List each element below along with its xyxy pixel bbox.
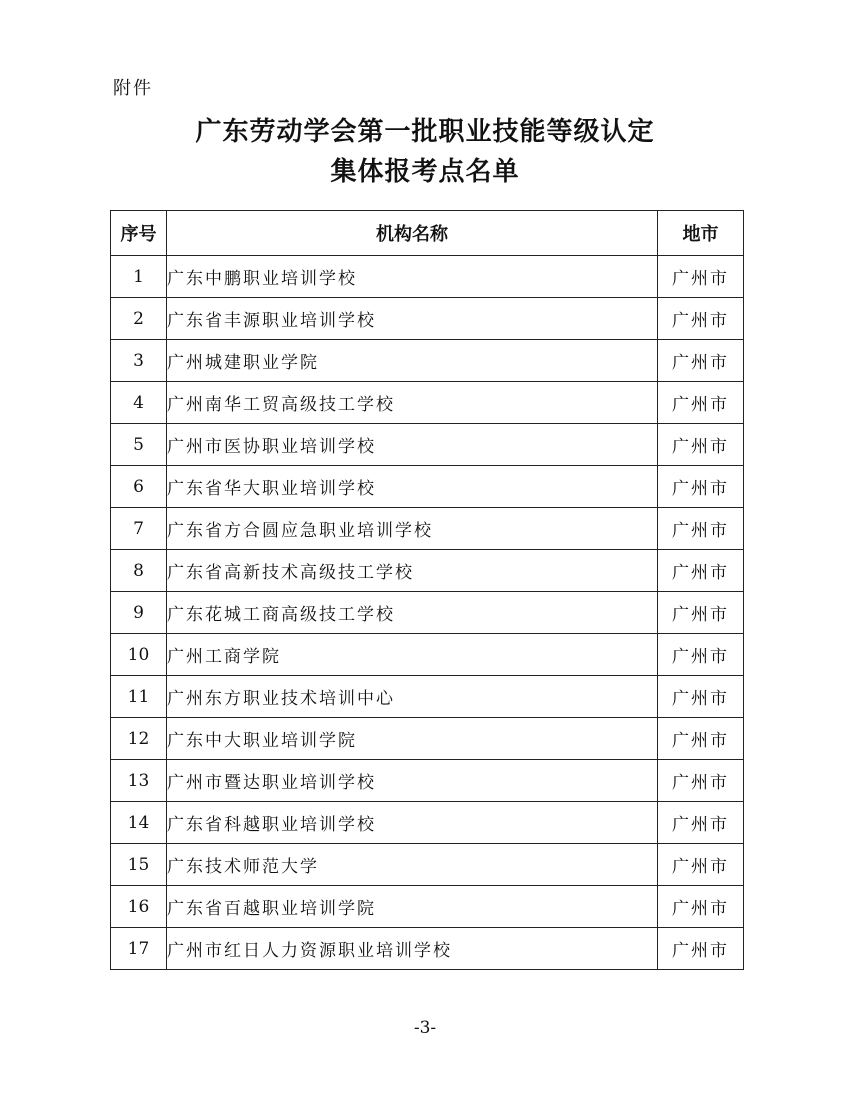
header-index: 序号	[111, 211, 167, 256]
row-institution-name: 广东中大职业培训学院	[167, 718, 658, 760]
table-row	[111, 256, 744, 298]
row-city: 广州市	[658, 634, 744, 676]
table-row	[111, 928, 744, 970]
table-row	[111, 424, 744, 466]
row-institution-name: 广东省方合圆应急职业培训学校	[167, 508, 658, 550]
row-city: 广州市	[658, 802, 744, 844]
row-institution-name: 广州市红日人力资源职业培训学校	[167, 928, 658, 970]
row-city: 广州市	[658, 424, 744, 466]
row-index: 14	[111, 802, 167, 844]
table-row	[111, 718, 744, 760]
row-index: 1	[111, 256, 167, 298]
row-institution-name: 广州市暨达职业培训学校	[167, 760, 658, 802]
table-row	[111, 382, 744, 424]
table-row	[111, 634, 744, 676]
row-index: 3	[111, 340, 167, 382]
table-row	[111, 676, 744, 718]
row-index: 13	[111, 760, 167, 802]
row-index: 9	[111, 592, 167, 634]
row-city: 广州市	[658, 718, 744, 760]
row-institution-name: 广东省华大职业培训学校	[167, 466, 658, 508]
table-row	[111, 550, 744, 592]
row-institution-name: 广州东方职业技术培训中心	[167, 676, 658, 718]
row-city: 广州市	[658, 760, 744, 802]
row-institution-name: 广东省百越职业培训学院	[167, 886, 658, 928]
row-city: 广州市	[658, 592, 744, 634]
table-row	[111, 592, 744, 634]
row-city: 广州市	[658, 340, 744, 382]
table-row	[111, 340, 744, 382]
row-index: 12	[111, 718, 167, 760]
row-city: 广州市	[658, 508, 744, 550]
table-row	[111, 508, 744, 550]
page-title: 广东劳动学会第一批职业技能等级认定	[195, 117, 655, 147]
row-index: 16	[111, 886, 167, 928]
table-row	[111, 844, 744, 886]
row-institution-name: 广东花城工商高级技工学校	[167, 592, 658, 634]
row-institution-name: 广州工商学院	[167, 634, 658, 676]
row-institution-name: 广州市医协职业培训学校	[167, 424, 658, 466]
row-institution-name: 广州城建职业学院	[167, 340, 658, 382]
row-index: 6	[111, 466, 167, 508]
row-city: 广州市	[658, 382, 744, 424]
attachment-label: 附件	[113, 78, 153, 99]
table-header-row	[111, 211, 744, 256]
row-index: 8	[111, 550, 167, 592]
page-subtitle: 集体报考点名单	[330, 157, 520, 187]
row-index: 17	[111, 928, 167, 970]
row-institution-name: 广东中鹏职业培训学校	[167, 256, 658, 298]
row-city: 广州市	[658, 844, 744, 886]
row-index: 2	[111, 298, 167, 340]
row-institution-name: 广东省丰源职业培训学校	[167, 298, 658, 340]
row-city: 广州市	[658, 550, 744, 592]
row-index: 15	[111, 844, 167, 886]
row-index: 11	[111, 676, 167, 718]
row-institution-name: 广东省科越职业培训学校	[167, 802, 658, 844]
row-institution-name: 广东省高新技术高级技工学校	[167, 550, 658, 592]
page-number: -3-	[413, 1018, 437, 1038]
row-city: 广州市	[658, 886, 744, 928]
row-index: 5	[111, 424, 167, 466]
row-city: 广州市	[658, 928, 744, 970]
table-row	[111, 466, 744, 508]
row-index: 7	[111, 508, 167, 550]
row-city: 广州市	[658, 298, 744, 340]
row-city: 广州市	[658, 676, 744, 718]
table-row	[111, 802, 744, 844]
header-city: 地市	[658, 211, 744, 256]
institution-table	[110, 210, 744, 970]
header-name: 机构名称	[167, 211, 658, 256]
row-city: 广州市	[658, 256, 744, 298]
row-index: 4	[111, 382, 167, 424]
table-row	[111, 886, 744, 928]
row-index: 10	[111, 634, 167, 676]
row-institution-name: 广东技术师范大学	[167, 844, 658, 886]
row-institution-name: 广州南华工贸高级技工学校	[167, 382, 658, 424]
table-row	[111, 298, 744, 340]
row-city: 广州市	[658, 466, 744, 508]
table-row	[111, 760, 744, 802]
